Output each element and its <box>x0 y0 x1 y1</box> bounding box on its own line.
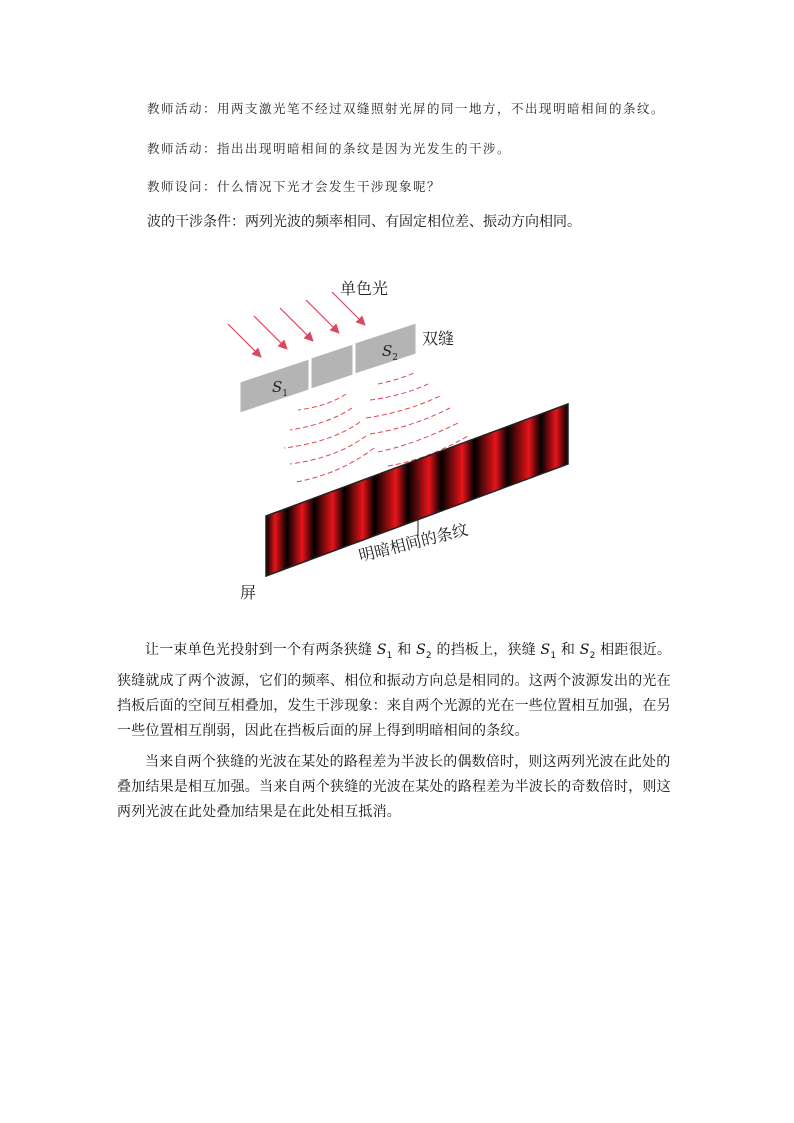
monochromatic-light-label: 单色光 <box>340 279 389 298</box>
slit-s1-label: $S_1$ <box>272 378 289 399</box>
paragraph-path-difference: 当来自两个狭缝的光波在某处的路程差为半波长的偶数倍时，则这两列光波在此处的叠加结果是相互加强。当来自两个狭缝的光波在某处的路程差为半波长的奇数倍时，则这两列光波在此处叠加结果是在此处相互抵消。 <box>117 754 671 820</box>
paragraph-double-slit-explanation: 让一束单色光投射到一个有两条狭缝 $S_1$ 和 $S_2$ 的挡板上，狭缝 $S_1$ 和 $S_2$ 相距很近。狭缝就成了两个波源，它们的频率、相位和振动方向总是相同的。这两个波源发出的光在挡板后面的空间互相叠加，发生干涉现象：来自两个光源的光在一些位置相互加强，在另一些位置相互削弱，因此在挡板后面的屏上得到明暗相间的条纹。 <box>117 642 672 739</box>
double-slit-diagram <box>220 268 580 608</box>
slit-barrier <box>240 323 416 413</box>
screen-label: 屏 <box>240 583 257 602</box>
slit-s2-label: $S_2$ <box>382 342 399 363</box>
double-slit-label: 双缝 <box>422 329 455 348</box>
teacher-activity-2: 教师活动：指出出现明暗相间的条纹是因为光发生的干涉。 <box>147 141 512 156</box>
double-slit-figure <box>220 268 580 608</box>
interference-condition: 波的干涉条件：两列光波的频率相同、有固定相位差、振动方向相同。 <box>147 214 581 230</box>
teacher-activity-1: 教师活动：用两支激光笔不经过双缝照射光屏的同一地方，不出现明暗相间的条纹。 <box>147 101 666 116</box>
incident-light-arrows <box>228 292 364 356</box>
teacher-question: 教师设问：什么情况下光才会发生干涉现象呢？ <box>147 179 442 194</box>
fringes-label: 明暗相间的条纹 <box>356 519 471 566</box>
